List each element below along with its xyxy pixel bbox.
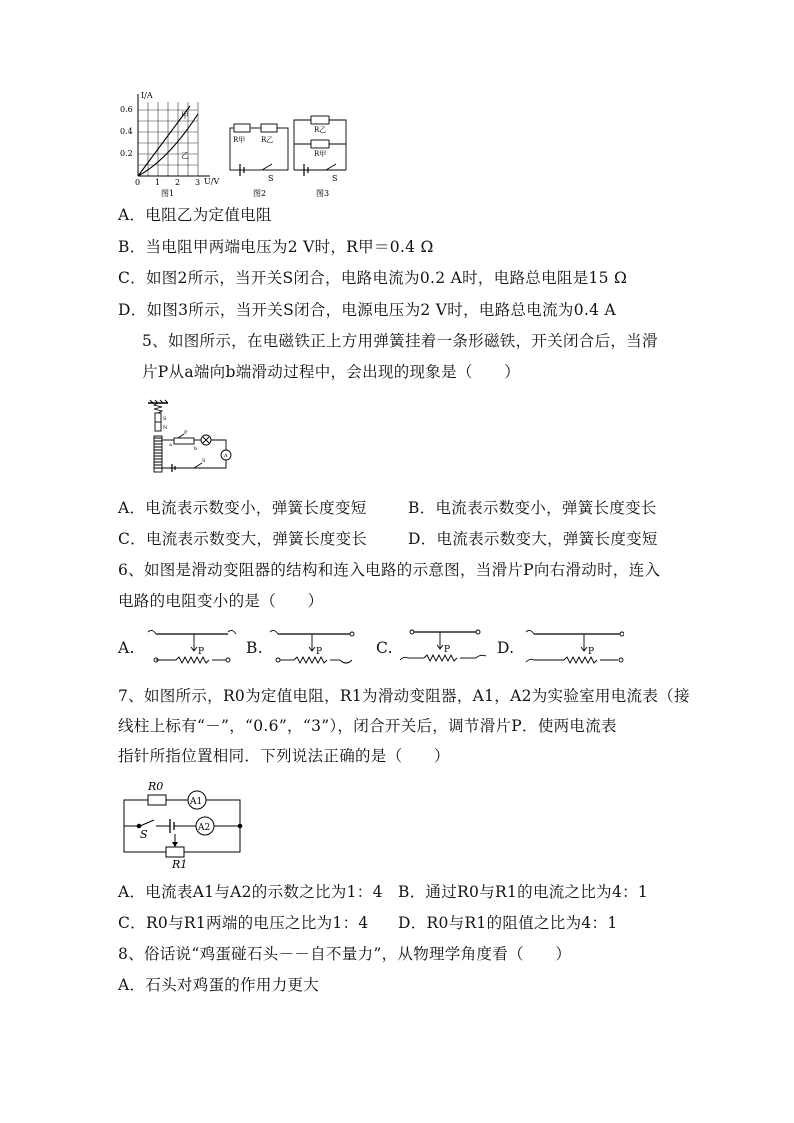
q8-stem: 8、俗话说“鸡蛋碰石头－－自不量力”，从物理学角度看（ ） xyxy=(118,945,572,963)
q6-letter-d: D. xyxy=(497,639,515,657)
fig2-r2: R乙 xyxy=(261,136,274,144)
q4-option-b: B．当电阻甲两端电压为2 V时，R甲＝0.4 Ω xyxy=(118,238,434,256)
q6-letter-a: A. xyxy=(118,639,135,657)
q5-figure xyxy=(142,398,242,478)
q7-option-d: D．R0与R1的阻值之比为4：1 xyxy=(398,914,618,932)
fig2-caption: 图2 xyxy=(253,189,267,198)
q5-pole-n: N xyxy=(163,425,168,431)
q6-d-slider: P xyxy=(588,647,595,657)
q4-fig2-circuit xyxy=(230,124,288,176)
y-tick: 0.6 xyxy=(120,105,133,114)
q7-stem-line3: 指针所指位置相同．下列说法正确的是（ ） xyxy=(118,747,450,765)
q7-a2-label: A2 xyxy=(198,823,211,833)
x-tick: 2 xyxy=(175,178,181,187)
q4-figure-group xyxy=(118,88,358,200)
q4-fig3-circuit xyxy=(294,116,346,176)
q7-option-b: B．通过R0与R1的电流之比为4：1 xyxy=(398,883,649,901)
q4-fig1-graph xyxy=(120,91,219,198)
x-tick: 3 xyxy=(195,178,201,187)
q7-stem-line2: 线柱上标有“－”，“0.6”，“3”），闭合开关后，调节滑片P．使两电流表 xyxy=(118,717,617,735)
q6-stem-line1: 6、如图是滑动变阻器的结构和连入电路的示意图，当滑片P向右滑动时，连入 xyxy=(118,561,661,579)
fig3-r1: R乙 xyxy=(314,126,327,134)
q4-option-c: C．如图2所示，当开关S闭合，电路电流为0.2 A时，电路总电阻是15 Ω xyxy=(118,269,628,287)
q6-b-slider: P xyxy=(316,647,323,657)
q7-a1-label: A1 xyxy=(190,797,203,807)
q7-option-a: A．电流表A1与A2的示数之比为1：4 xyxy=(118,883,383,901)
q4-option-d: D．如图3所示，当开关S闭合，电源电压为2 V时，电路总电流为0.4 A xyxy=(118,301,616,319)
q6-rheostat-a xyxy=(146,626,238,670)
q6-rheostat-d xyxy=(524,626,624,670)
q6-letter-c: C. xyxy=(376,639,393,657)
q4-figures-svg xyxy=(118,88,358,200)
q6-rheostat-b xyxy=(268,626,360,670)
q8-option-a: A．石头对鸡蛋的作用力更大 xyxy=(118,976,320,994)
q6-letter-b: B. xyxy=(246,639,263,657)
label-yi: 乙 xyxy=(181,151,189,160)
q5-option-d: D．电流表示数变大，弹簧长度变短 xyxy=(408,530,658,548)
q5-end-a: a xyxy=(169,442,172,448)
q6-a-slider: P xyxy=(198,647,205,657)
q7-circuit xyxy=(118,776,250,870)
y-tick: 0.4 xyxy=(120,127,133,136)
q5-stem-line2: 片P从a端向b端滑动过程中，会出现的现象是（ ） xyxy=(142,363,521,381)
x-tick: 0 xyxy=(135,178,141,187)
x-axis-label: U/V xyxy=(204,177,220,186)
q5-ammeter: A xyxy=(224,453,228,459)
q7-switch-label: S xyxy=(140,828,148,841)
q5-option-c: C．电流表示数变大，弹簧长度变长 xyxy=(118,530,368,548)
q6-rheostat-c xyxy=(398,624,490,668)
q5-option-b: B．电流表示数变小，弹簧长度变长 xyxy=(408,499,657,517)
q4-option-a: A．电阻乙为定值电阻 xyxy=(118,206,272,224)
q7-r1-label: R1 xyxy=(172,858,188,870)
fig3-r2: R甲 xyxy=(314,150,327,158)
fig3-caption: 图3 xyxy=(316,189,330,198)
y-tick: 0.2 xyxy=(120,149,133,158)
q5-stem-line1: 5、如图所示，在电磁铁正上方用弹簧挂着一条形磁铁，开关闭合后，当滑 xyxy=(142,332,658,350)
q7-stem-line1: 7、如图所示，R0为定值电阻，R1为滑动变阻器，A1，A2为实验室用电流表（接 xyxy=(118,687,690,705)
q7-r0-label: R0 xyxy=(148,780,164,793)
label-jia: 甲 xyxy=(181,111,189,120)
fig1-caption: 图1 xyxy=(161,189,175,198)
q5-pole-s: S xyxy=(163,416,167,422)
x-tick: 1 xyxy=(155,178,161,187)
q5-end-b: b xyxy=(194,446,198,452)
q7-option-c: C．R0与R1两端的电压之比为1：4 xyxy=(118,914,369,932)
q5-switch: S xyxy=(202,458,206,464)
q6-stem-line2: 电路的电阻变小的是（ ） xyxy=(118,592,324,610)
fig2-switch: S xyxy=(268,174,274,183)
q5-slider-p: P xyxy=(184,430,188,436)
fig2-r1: R甲 xyxy=(233,136,246,144)
q6-c-slider: P xyxy=(444,645,451,655)
y-axis-label: I/A xyxy=(141,91,153,100)
fig3-switch: S xyxy=(332,174,338,183)
q5-option-a: A．电流表示数变小，弹簧长度变短 xyxy=(118,499,367,517)
